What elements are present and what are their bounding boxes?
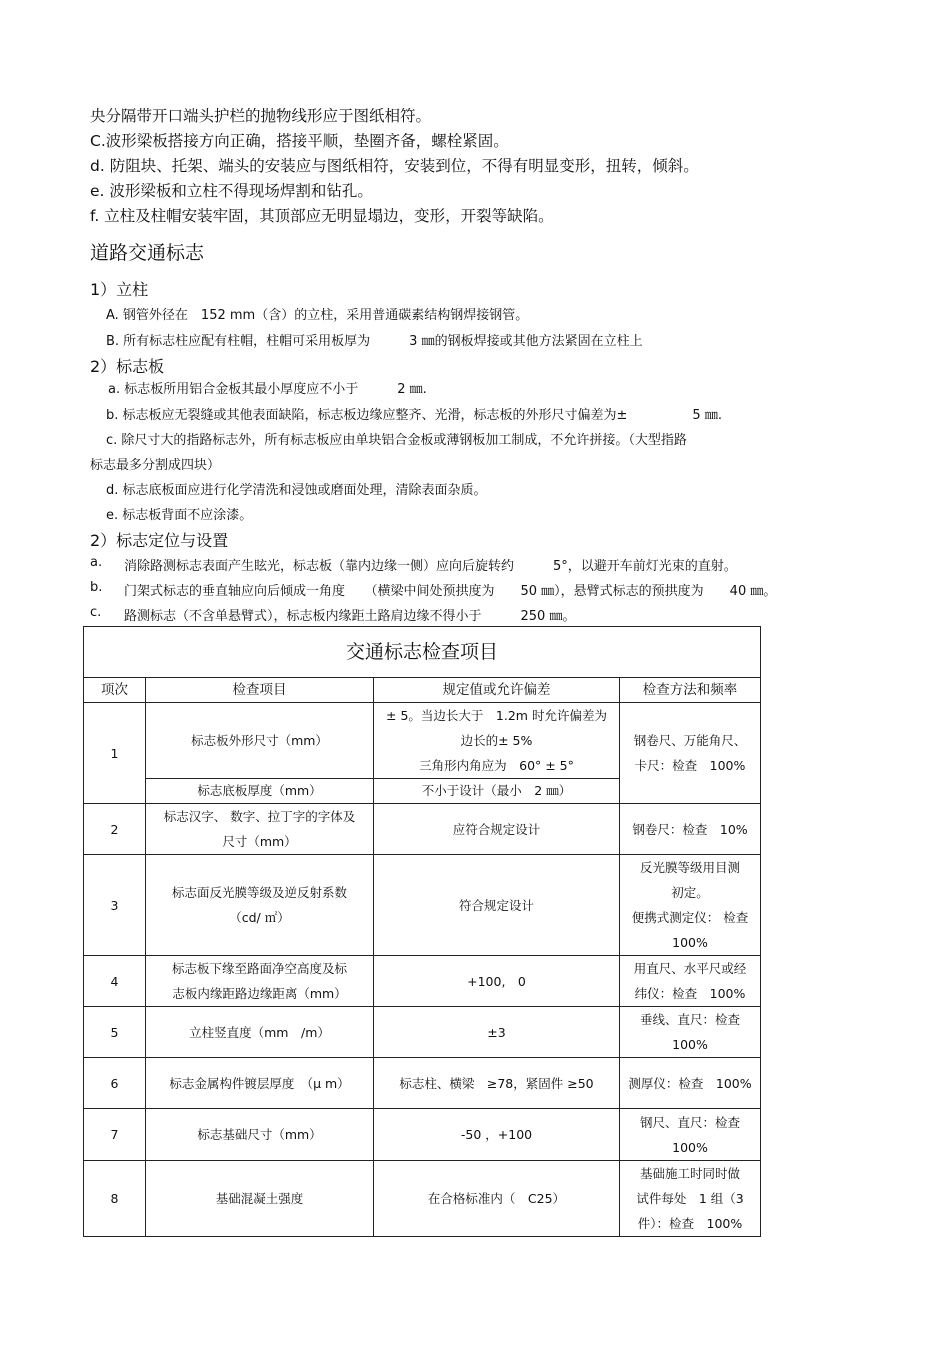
- table-row: [84, 804, 761, 855]
- intro-line: 央分隔带开口端头护栏的抛物线形应于图纸相符。: [90, 107, 432, 125]
- list-item: 路测标志（不含单悬臂式），标志板内缘距土路肩边缘不得小于 250 ㎜。: [124, 609, 576, 624]
- spec-line: ± 5。当边长大于 1.2m 时允许偏差为: [386, 708, 607, 723]
- check-item: 标志底板厚度（mm）: [146, 779, 374, 804]
- list-item: b. 标志板应无裂缝或其他表面缺陷，标志板边缘应整齐、光滑，标志板的外形尺寸偏差为± 5 ㎜.: [106, 408, 722, 423]
- intro-line: f. 立柱及柱帽安装牢固，其顶部应无明显塌边，变形，开裂等缺陷。: [90, 207, 554, 225]
- spec-cell: +100, 0: [374, 956, 620, 1007]
- method-line: 钢卷尺、万能角尺、: [633, 733, 747, 748]
- spec-cell: 不小于设计（最小 2 ㎜）: [374, 779, 620, 804]
- table-title: 交通标志检查项目: [84, 627, 761, 678]
- column-header: 检查项目: [146, 678, 374, 703]
- method-cell: [620, 956, 761, 1007]
- list-item: c. 除尺寸大的指路标志外，所有标志板应由单块铝合金板或薄钢板加工制成，不允许拼接。（大型指路: [106, 433, 687, 448]
- table-row: [84, 1007, 761, 1058]
- inspection-table: [83, 626, 761, 1237]
- spec-cell: -50 ，+100: [374, 1109, 620, 1161]
- method-line: 试件每处 1 组（3: [636, 1191, 744, 1206]
- check-item: 立柱竖直度（mm /m）: [146, 1007, 374, 1058]
- column-header: 检查方法和频率: [620, 678, 761, 703]
- list-item: 门架式标志的垂直轴应向后倾成一角度 （横梁中间处预拱度为 50 ㎜），悬臂式标志的预拱度为 40 ㎜。: [124, 584, 777, 599]
- row-number: 2: [84, 804, 146, 855]
- method-line: 件）：检查 100%: [637, 1216, 743, 1231]
- check-item: 标志金属构件镀层厚度 （μ m）: [146, 1058, 374, 1109]
- row-number: 6: [84, 1058, 146, 1109]
- method-cell: 测厚仪：检查 100%: [620, 1058, 761, 1109]
- intro-line: C.波形梁板搭接方向正确，搭接平顺，垫圈齐备，螺栓紧固。: [90, 132, 509, 150]
- method-line: 初定。: [671, 885, 709, 900]
- method-cell: [620, 703, 761, 804]
- method-line: 垂线、直尺：检查: [640, 1012, 741, 1027]
- method-line: 基础施工时同时做: [640, 1166, 741, 1181]
- check-item: 标志板外形尺寸（mm）: [146, 703, 374, 779]
- method-line: 100%: [672, 935, 708, 950]
- check-item: 标志基础尺寸（mm）: [146, 1109, 374, 1161]
- spec-cell: 符合规定设计: [374, 855, 620, 956]
- table-row: [84, 855, 761, 956]
- list-item: 标志最多分割成四块）: [90, 458, 221, 473]
- item-line: 尺寸（mm）: [222, 834, 297, 849]
- list-item: a. 标志板所用铝合金板其最小厚度应不小于 2 ㎜.: [108, 382, 427, 397]
- list-item: 消除路测标志表面产生眩光，标志板（靠内边缘一侧）应向后旋转约 5°，以避开车前灯光束的直射。: [124, 559, 737, 574]
- list-item: d. 标志底板面应进行化学清洗和浸蚀或磨面处理，清除表面杂质。: [106, 483, 487, 498]
- list-item-label: c.: [90, 605, 102, 620]
- check-item: [146, 804, 374, 855]
- method-line: 纬仪：检查 100%: [634, 986, 746, 1001]
- table-header-row: [84, 678, 761, 703]
- table-row: [84, 956, 761, 1007]
- spec-line: 三角形内角应为 60° ± 5°: [419, 758, 574, 773]
- subsection-title: 2）标志定位与设置: [90, 531, 229, 550]
- list-item-label: a.: [90, 555, 103, 570]
- spec-cell: 标志柱、横梁 ≥78，紧固件 ≥50: [374, 1058, 620, 1109]
- check-item: [146, 855, 374, 956]
- subsection-title: 2）标志板: [90, 357, 165, 376]
- row-number: 5: [84, 1007, 146, 1058]
- table-row: [84, 1161, 761, 1237]
- spec-line: 边长的± 5%: [460, 733, 533, 748]
- spec-cell: [374, 703, 620, 779]
- method-line: 用直尺、水平尺或经: [633, 961, 747, 976]
- method-line: 便携式测定仪： 检查: [631, 910, 749, 925]
- intro-line: d. 防阻块、托架、端头的安装应与图纸相符，安装到位，不得有明显变形，扭转，倾斜。: [90, 157, 699, 175]
- spec-cell: ±3: [374, 1007, 620, 1058]
- list-item-label: b.: [90, 580, 103, 595]
- row-number: 8: [84, 1161, 146, 1237]
- check-item: 基础混凝土强度: [146, 1161, 374, 1237]
- method-line: 钢尺、直尺：检查: [640, 1114, 741, 1130]
- row-number: 7: [84, 1109, 146, 1161]
- row-number: 1: [84, 703, 146, 804]
- method-cell: [620, 855, 761, 956]
- item-line: 标志板下缘至路面净空高度及标: [171, 961, 347, 976]
- item-line: 标志汉字、 数字、拉丁字的字体及: [163, 809, 356, 824]
- row-number: 3: [84, 855, 146, 956]
- method-line: 卡尺：检查 100%: [634, 758, 746, 773]
- check-item: [146, 956, 374, 1007]
- list-item: e. 标志板背面不应涂漆。: [106, 508, 253, 523]
- method-cell: 钢卷尺：检查 10%: [620, 804, 761, 855]
- spec-cell: 应符合规定设计: [374, 804, 620, 855]
- method-cell: [620, 1161, 761, 1237]
- list-item: A. 钢管外径在 152 mm（含）的立柱，采用普通碳素结构钢焊接钢管。: [106, 308, 529, 323]
- method-cell: [620, 1109, 761, 1161]
- row-number: 4: [84, 956, 146, 1007]
- item-line: 标志面反光膜等级及逆反射系数: [171, 885, 347, 900]
- table-row: [84, 1058, 761, 1109]
- spec-cell: 在合格标准内（ C25）: [374, 1161, 620, 1237]
- intro-line: e. 波形梁板和立柱不得现场焊割和钻孔。: [90, 182, 373, 200]
- method-cell: [620, 1007, 761, 1058]
- column-header: 规定值或允许偏差: [374, 678, 620, 703]
- method-line: 反光膜等级用目测: [640, 860, 741, 875]
- method-line: 100%: [672, 1139, 708, 1155]
- item-line: 志板内缘距路边缘距离（mm）: [172, 986, 347, 1001]
- table-row: [84, 1109, 761, 1161]
- list-item: B. 所有标志柱应配有柱帽，柱帽可采用板厚为 3 ㎜的钢板焊接或其他方法紧固在立柱上: [106, 334, 643, 349]
- subsection-title: 1）立柱: [90, 280, 149, 299]
- table-row: [84, 703, 761, 779]
- method-line: 100%: [672, 1037, 708, 1052]
- item-line: （cd/ ㎡）: [229, 910, 290, 925]
- section-title: 道路交通标志: [90, 242, 205, 264]
- column-header: 项次: [84, 678, 146, 703]
